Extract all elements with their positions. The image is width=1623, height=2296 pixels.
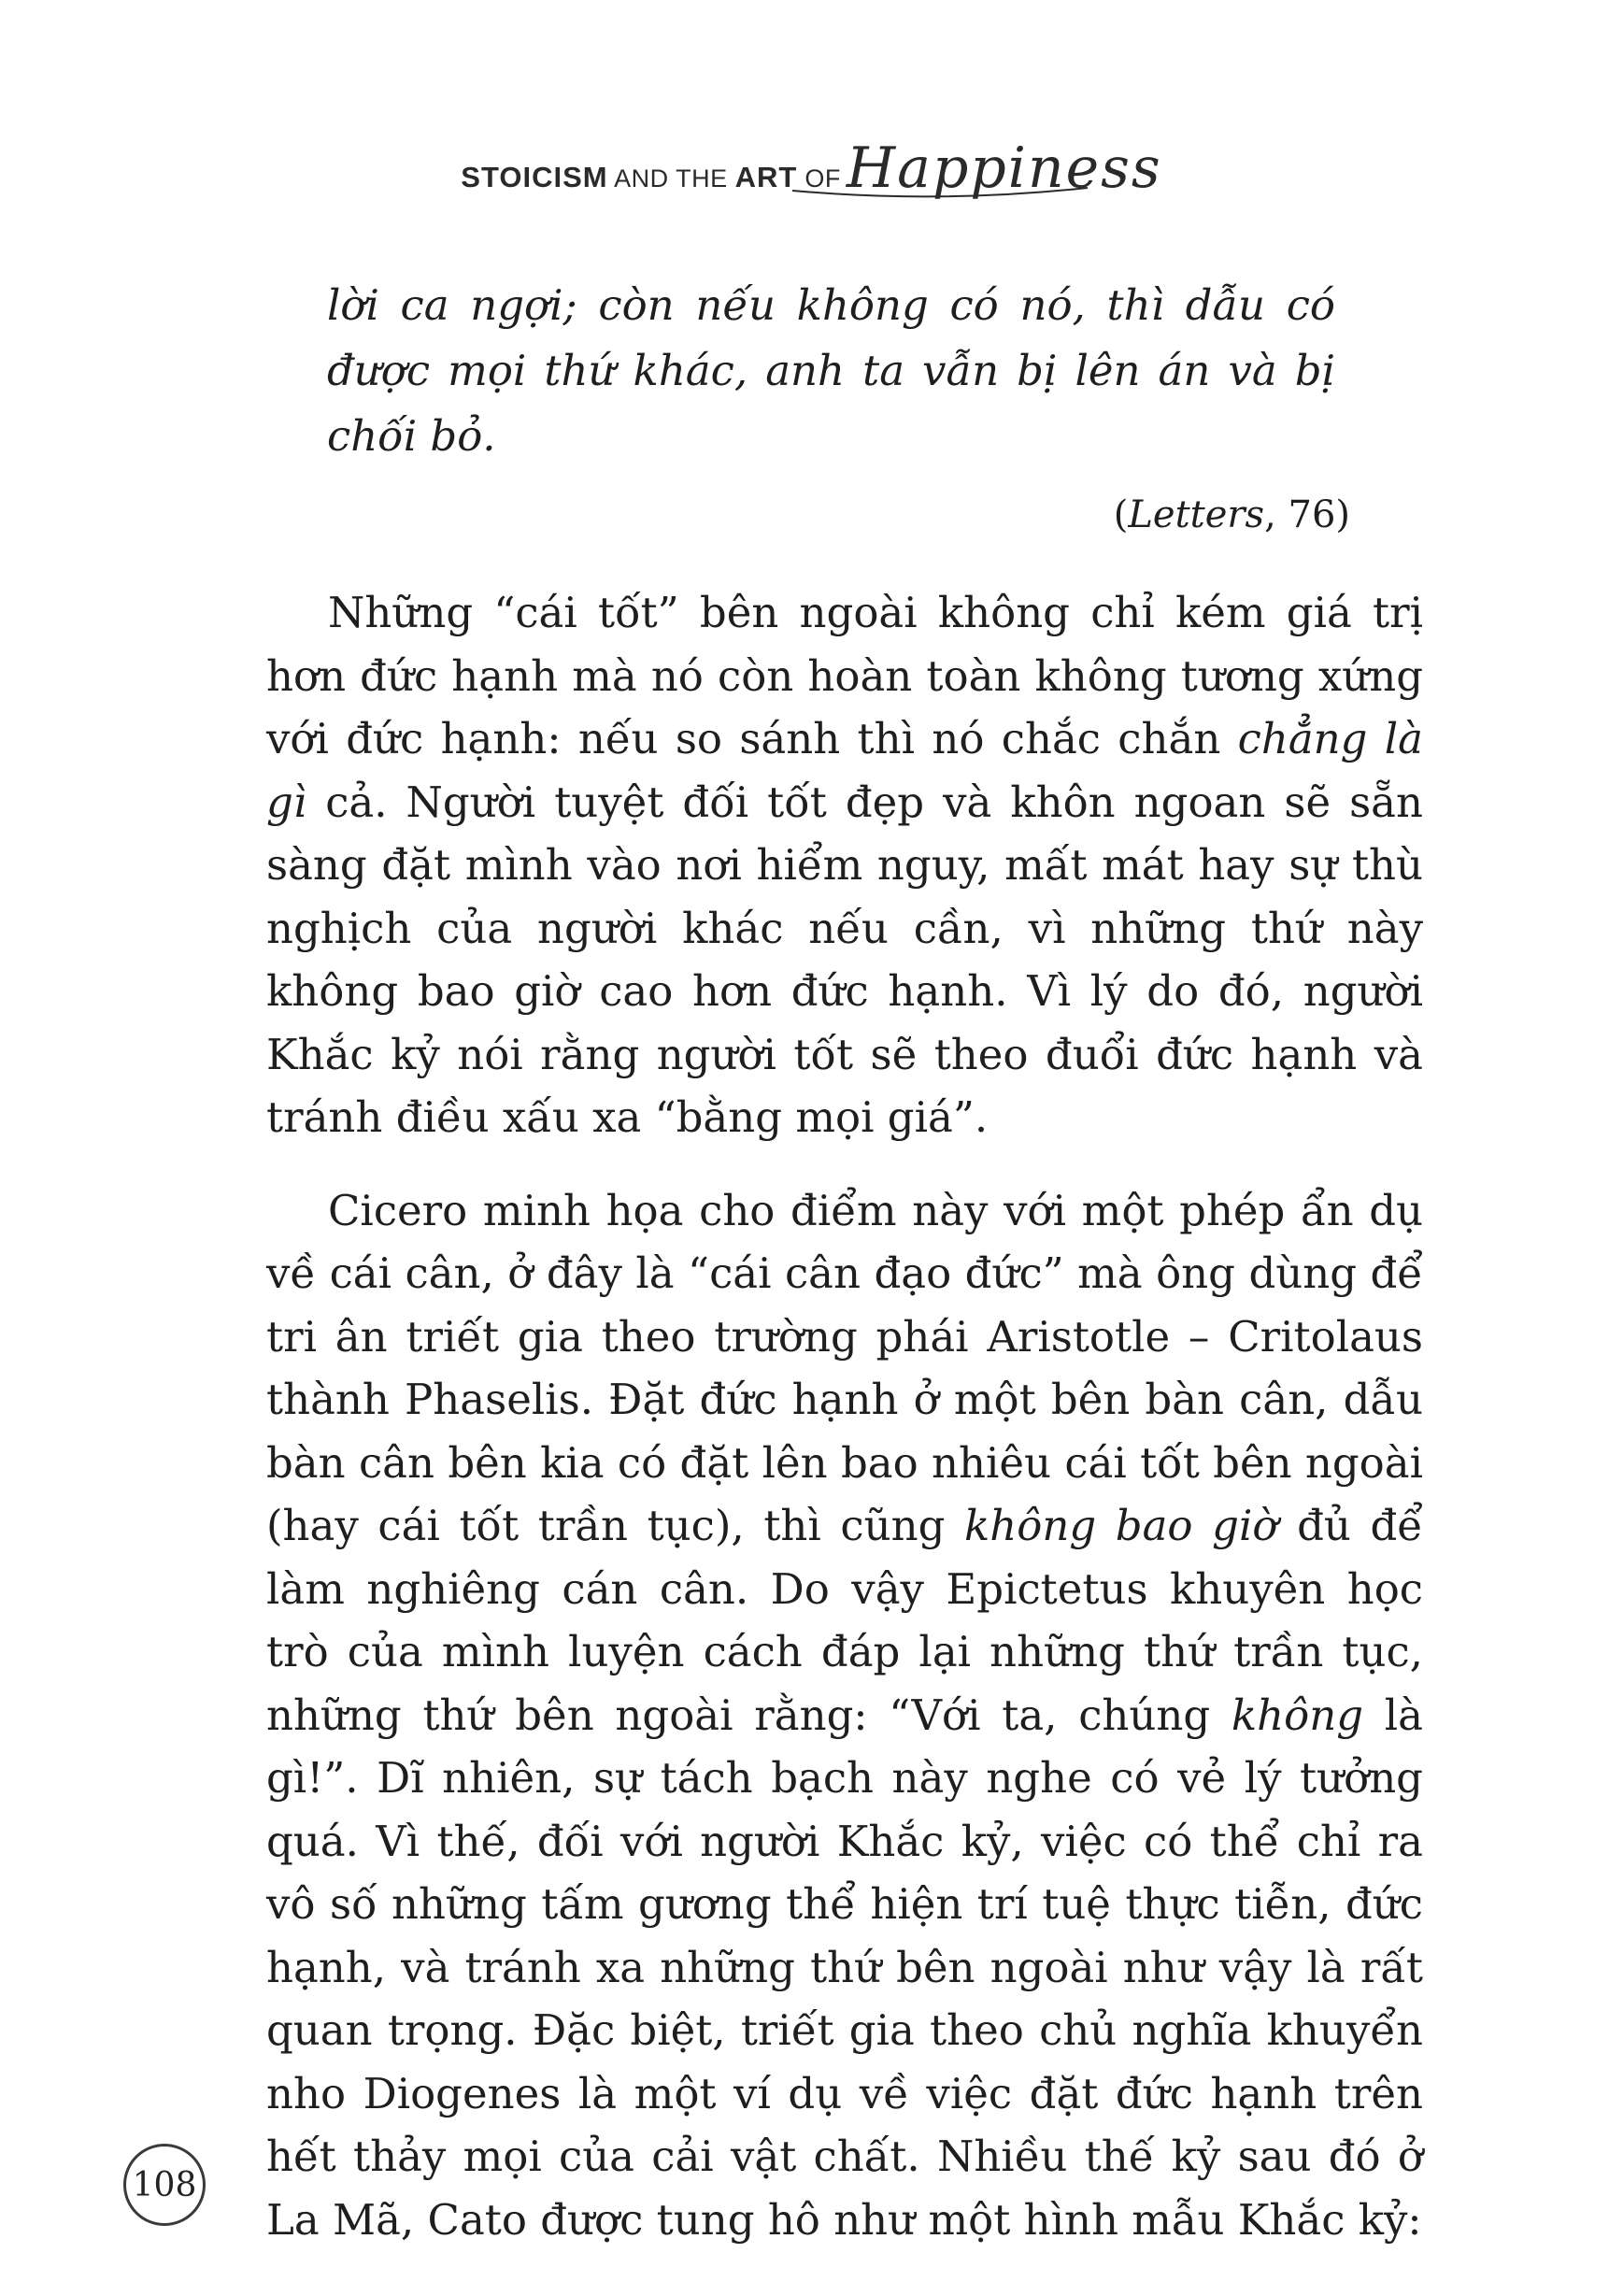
header-caps-title	[461, 161, 841, 194]
block-quote: lời ca ngợi; còn nếu không có nó, thì dẫu có được mọi thứ khác, anh ta vẫn bị lên án và bị chối bỏ.	[327, 280, 1335, 461]
header-script-wrap	[846, 135, 1162, 201]
header-word-stoicism: STOICISM	[461, 161, 608, 193]
header-word-art: ART	[734, 161, 798, 193]
script-flourish-icon	[790, 185, 1089, 202]
page-number-text: 108	[132, 2165, 197, 2204]
header-word-happiness: Happiness	[846, 135, 1162, 201]
header-word-of: OF	[797, 164, 841, 193]
quote-attribution	[0, 493, 1350, 536]
attribution-open-paren: (	[1113, 493, 1129, 536]
page-number-badge	[123, 2144, 206, 2226]
header-word-and-the: AND THE	[607, 164, 735, 193]
body-paragraph-2: Cicero minh họa cho điểm này với một phép ẩn dụ về cái cân, ở đây là “cái cân đạo đức” mà ông dùng để tri ân triết gia theo trường phái Aristotle – Critolaus thành Phaselis. Đặt đức hạnh ở một bên bàn cân, dẫu bàn cân bên kia có đặt lên bao nhiêu cái tốt bên ngoài (hay cái tốt trần tục), thì cũng không bao giờ đủ để làm nghiêng cán cân. Do vậy Epictetus khuyên học trò của mình luyện cách đáp lại những thứ trần tục, những thứ bên ngoài rằng: “Với ta, chúng không là gì!”. Dĩ nhiên, sự tách bạch này nghe có vẻ lý tưởng quá. Vì thế, đối với người Khắc kỷ, việc có thể chỉ ra vô số những tấm gương thể hiện trí tuệ thực tiễn, đức hạnh, và tránh xa những thứ bên ngoài như vậy là rất quan trọng. Đặc biệt, triết gia theo chủ nghĩa khuyển nho Diogenes là một ví dụ về việc đặt đức hạnh trên hết thảy mọi của cải vật chất. Nhiều thế kỷ sau đó ở La Mã, Cato được tung hô như một hình mẫu Khắc kỷ:	[266, 1185, 1424, 2245]
attribution-source-title: Letters	[1128, 493, 1265, 536]
running-header	[0, 0, 1623, 201]
attribution-page-ref: , 76)	[1264, 493, 1350, 536]
body-paragraph-1: Những “cái tốt” bên ngoài không chỉ kém giá trị hơn đức hạnh mà nó còn hoàn toàn không tương xứng với đức hạnh: nếu so sánh thì nó chắc chắn chẳng là gì cả. Người tuyệt đối tốt đẹp và khôn ngoan sẽ sẵn sàng đặt mình vào nơi hiểm nguy, mất mát hay sự thù nghịch của người khác nếu cần, vì những thứ này không bao giờ cao hơn đức hạnh. Vì lý do đó, người Khắc kỷ nói rằng người tốt sẽ theo đuổi đức hạnh và tránh điều xấu xa “bằng mọi giá”.	[266, 588, 1423, 1142]
